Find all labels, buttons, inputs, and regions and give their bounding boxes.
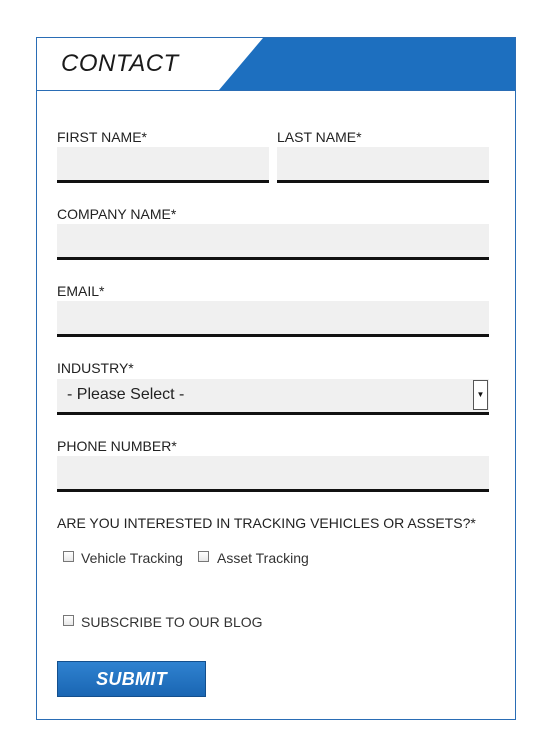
chevron-down-icon[interactable]: ▼ — [473, 380, 488, 410]
email-input[interactable] — [57, 301, 489, 337]
company-name-input[interactable] — [57, 224, 489, 260]
asset-tracking-checkbox[interactable] — [198, 551, 209, 562]
vehicle-tracking-checkbox[interactable] — [63, 551, 74, 562]
last-name-label: LAST NAME* — [277, 129, 362, 145]
subscribe-checkbox[interactable] — [63, 615, 74, 626]
vehicle-tracking-label[interactable]: Vehicle Tracking — [81, 550, 183, 566]
asset-tracking-label[interactable]: Asset Tracking — [217, 550, 309, 566]
industry-label: INDUSTRY* — [57, 360, 134, 376]
header-accent-banner — [219, 38, 515, 90]
form-title: CONTACT — [61, 50, 179, 77]
form-header — [37, 38, 515, 91]
industry-selected-value: - Please Select - — [67, 386, 185, 403]
phone-input[interactable] — [57, 456, 489, 492]
phone-label: PHONE NUMBER* — [57, 438, 177, 454]
submit-button[interactable]: SUBMIT — [57, 661, 206, 697]
tracking-question: ARE YOU INTERESTED IN TRACKING VEHICLES OR ASSETS?* — [57, 515, 476, 531]
contact-form-card — [36, 37, 516, 720]
company-name-label: COMPANY NAME* — [57, 206, 177, 222]
subscribe-label[interactable]: SUBSCRIBE TO OUR BLOG — [81, 614, 263, 630]
first-name-label: FIRST NAME* — [57, 129, 147, 145]
email-label: EMAIL* — [57, 283, 105, 299]
last-name-input[interactable] — [277, 147, 489, 183]
industry-select[interactable] — [57, 379, 489, 415]
first-name-input[interactable] — [57, 147, 269, 183]
